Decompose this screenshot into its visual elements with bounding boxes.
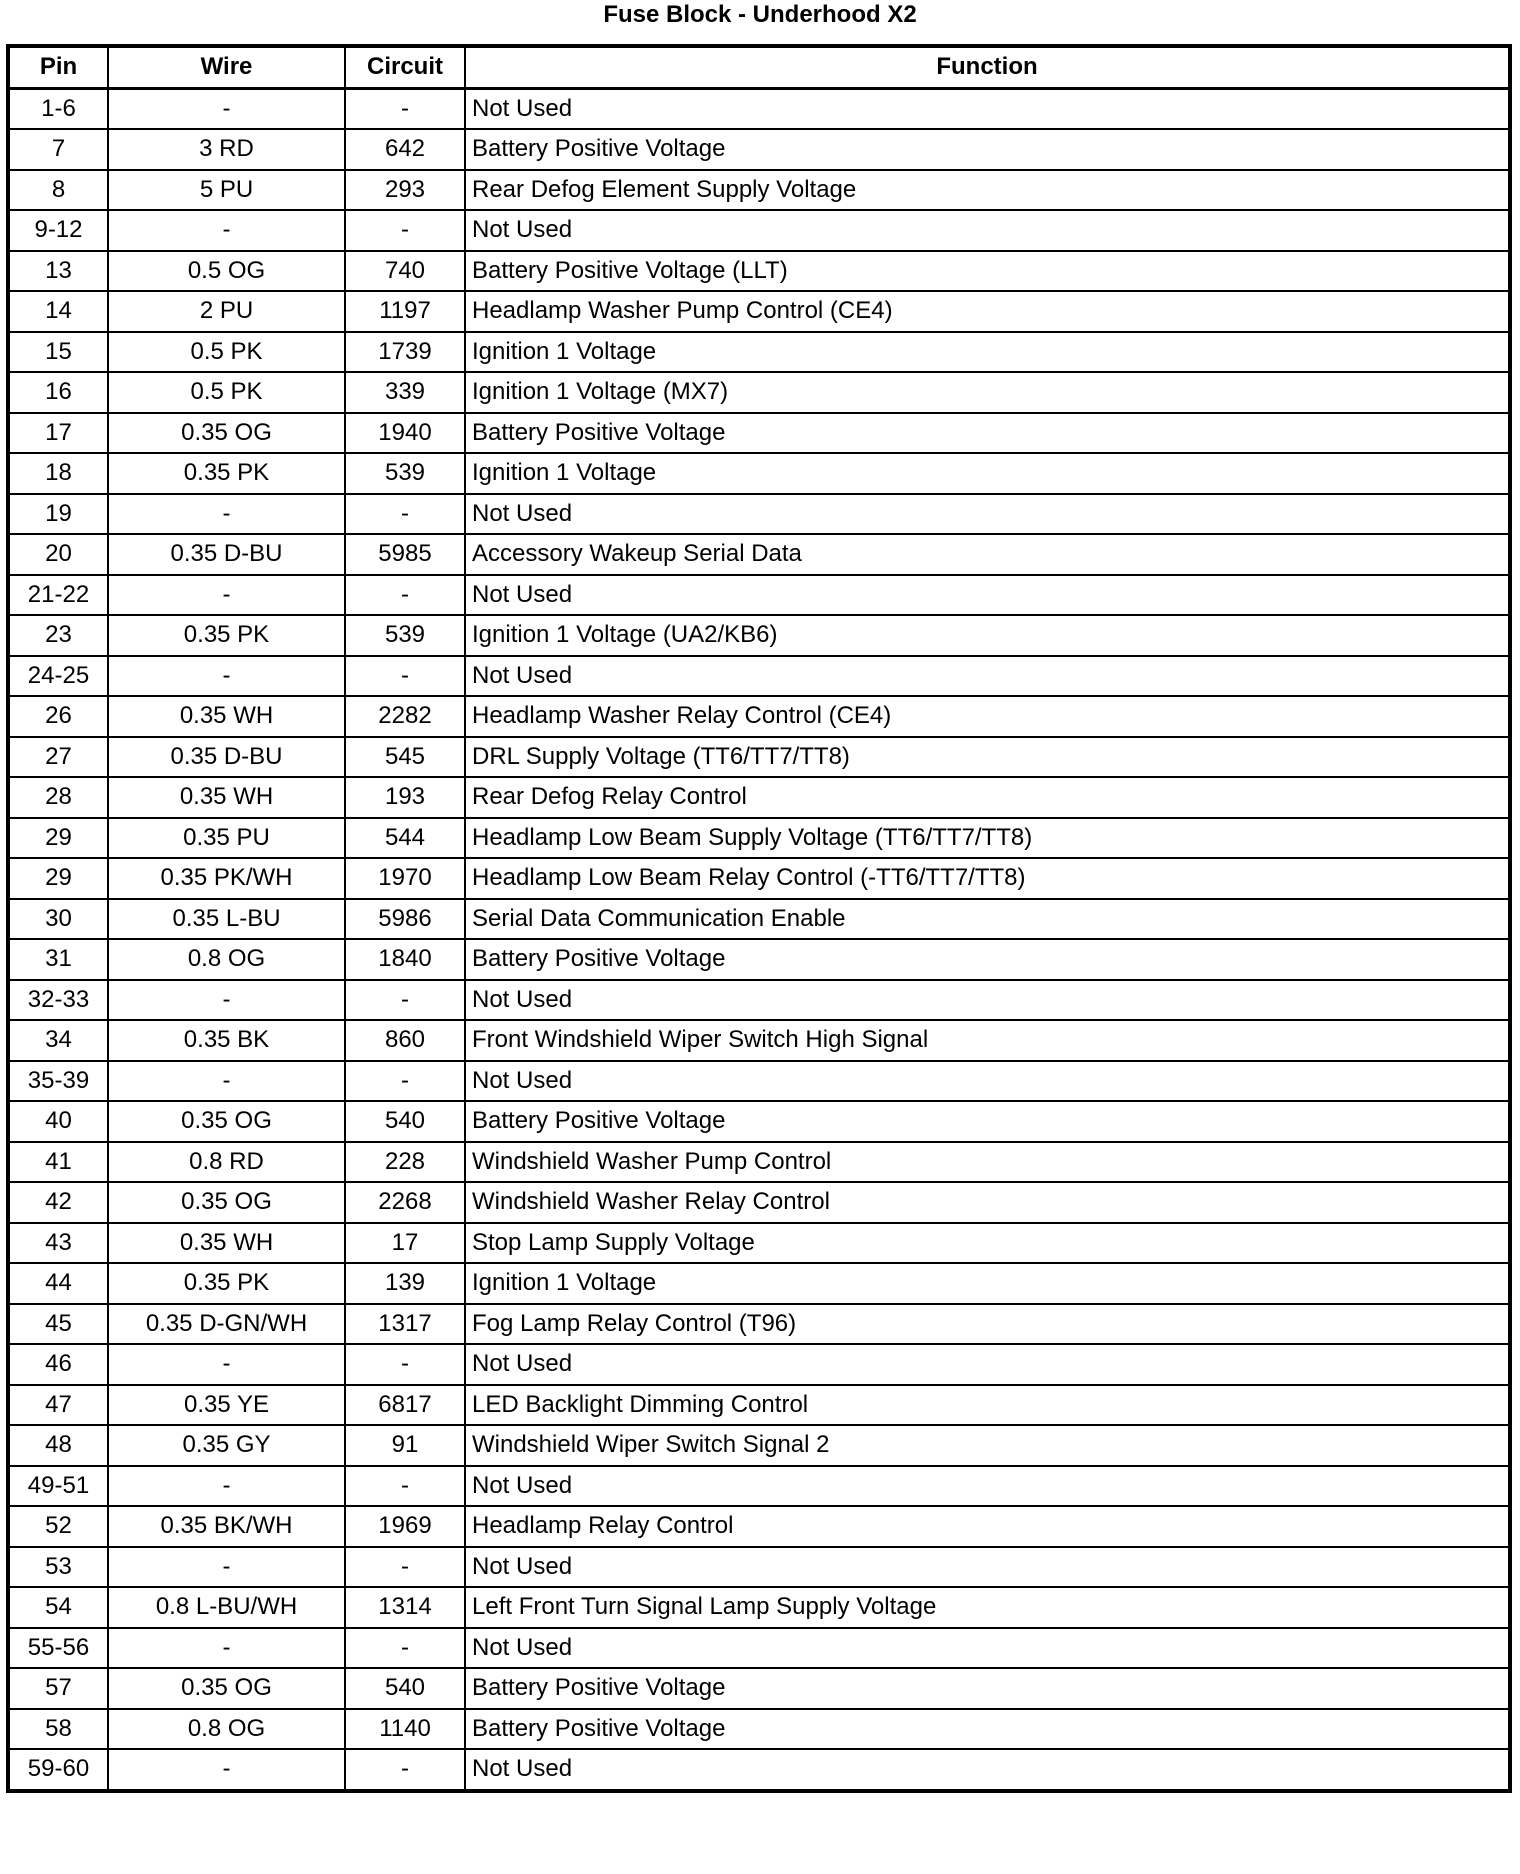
circuit-cell: 540 bbox=[345, 1101, 465, 1142]
circuit-cell: - bbox=[345, 1061, 465, 1102]
table-row bbox=[8, 291, 1510, 332]
circuit-cell: 740 bbox=[345, 251, 465, 292]
function-cell: Headlamp Low Beam Supply Voltage (TT6/TT7/TT8) bbox=[465, 818, 1510, 859]
function-cell: Not Used bbox=[465, 1547, 1510, 1588]
table-row bbox=[8, 1101, 1510, 1142]
table-row bbox=[8, 1385, 1510, 1426]
wire-cell: 0.35 WH bbox=[108, 1223, 345, 1264]
table-row bbox=[8, 737, 1510, 778]
table-row bbox=[8, 372, 1510, 413]
circuit-cell: 1140 bbox=[345, 1709, 465, 1750]
wire-cell: - bbox=[108, 1061, 345, 1102]
function-cell: Headlamp Washer Pump Control (CE4) bbox=[465, 291, 1510, 332]
pin-cell: 18 bbox=[8, 453, 108, 494]
function-cell: Not Used bbox=[465, 1749, 1510, 1791]
circuit-cell: - bbox=[345, 210, 465, 251]
wire-cell: 0.8 L-BU/WH bbox=[108, 1587, 345, 1628]
table-row bbox=[8, 494, 1510, 535]
pin-cell: 49-51 bbox=[8, 1466, 108, 1507]
circuit-cell: 1317 bbox=[345, 1304, 465, 1345]
table-row bbox=[8, 1668, 1510, 1709]
pin-cell: 59-60 bbox=[8, 1749, 108, 1791]
function-cell: Battery Positive Voltage bbox=[465, 413, 1510, 454]
function-cell: Ignition 1 Voltage bbox=[465, 332, 1510, 373]
circuit-cell: 2268 bbox=[345, 1182, 465, 1223]
function-cell: Headlamp Washer Relay Control (CE4) bbox=[465, 696, 1510, 737]
table-row bbox=[8, 899, 1510, 940]
pin-cell: 47 bbox=[8, 1385, 108, 1426]
table-row bbox=[8, 818, 1510, 859]
function-cell: Fog Lamp Relay Control (T96) bbox=[465, 1304, 1510, 1345]
table-row bbox=[8, 534, 1510, 575]
function-cell: Not Used bbox=[465, 980, 1510, 1021]
table-row bbox=[8, 1466, 1510, 1507]
function-cell: Not Used bbox=[465, 575, 1510, 616]
table-row bbox=[8, 1506, 1510, 1547]
table-row bbox=[8, 170, 1510, 211]
pin-cell: 30 bbox=[8, 899, 108, 940]
table-row bbox=[8, 858, 1510, 899]
wire-cell: 0.5 PK bbox=[108, 332, 345, 373]
wire-cell: 0.35 PK/WH bbox=[108, 858, 345, 899]
wire-cell: 0.35 PK bbox=[108, 1263, 345, 1304]
wire-cell: - bbox=[108, 1466, 345, 1507]
table-row bbox=[8, 1425, 1510, 1466]
function-cell: Rear Defog Element Supply Voltage bbox=[465, 170, 1510, 211]
pin-cell: 42 bbox=[8, 1182, 108, 1223]
wire-cell: 3 RD bbox=[108, 129, 345, 170]
pin-cell: 28 bbox=[8, 777, 108, 818]
table-row bbox=[8, 1344, 1510, 1385]
wire-cell: 0.35 PK bbox=[108, 453, 345, 494]
wire-cell: 0.35 WH bbox=[108, 696, 345, 737]
pin-cell: 52 bbox=[8, 1506, 108, 1547]
pin-cell: 57 bbox=[8, 1668, 108, 1709]
table-row bbox=[8, 413, 1510, 454]
pin-cell: 58 bbox=[8, 1709, 108, 1750]
table-row bbox=[8, 939, 1510, 980]
circuit-cell: - bbox=[345, 88, 465, 129]
pin-cell: 17 bbox=[8, 413, 108, 454]
circuit-cell: - bbox=[345, 494, 465, 535]
pin-cell: 44 bbox=[8, 1263, 108, 1304]
wire-cell: 0.35 D-BU bbox=[108, 534, 345, 575]
wire-cell: - bbox=[108, 1344, 345, 1385]
table-row bbox=[8, 210, 1510, 251]
circuit-cell: 1970 bbox=[345, 858, 465, 899]
function-cell: Front Windshield Wiper Switch High Signal bbox=[465, 1020, 1510, 1061]
function-cell: DRL Supply Voltage (TT6/TT7/TT8) bbox=[465, 737, 1510, 778]
wire-cell: 0.35 YE bbox=[108, 1385, 345, 1426]
wire-cell: 0.35 PK bbox=[108, 615, 345, 656]
wire-cell: 0.5 OG bbox=[108, 251, 345, 292]
circuit-cell: - bbox=[345, 980, 465, 1021]
wire-cell: 0.35 D-BU bbox=[108, 737, 345, 778]
table-row bbox=[8, 615, 1510, 656]
circuit-cell: 5986 bbox=[345, 899, 465, 940]
table-row bbox=[8, 1587, 1510, 1628]
function-cell: Battery Positive Voltage bbox=[465, 1101, 1510, 1142]
wire-cell: 0.35 OG bbox=[108, 413, 345, 454]
pin-cell: 55-56 bbox=[8, 1628, 108, 1669]
function-cell: Not Used bbox=[465, 210, 1510, 251]
pin-cell: 19 bbox=[8, 494, 108, 535]
pin-cell: 35-39 bbox=[8, 1061, 108, 1102]
circuit-cell: 545 bbox=[345, 737, 465, 778]
pin-cell: 53 bbox=[8, 1547, 108, 1588]
pin-cell: 24-25 bbox=[8, 656, 108, 697]
pin-cell: 16 bbox=[8, 372, 108, 413]
function-cell: Windshield Washer Pump Control bbox=[465, 1142, 1510, 1183]
wire-cell: 0.8 RD bbox=[108, 1142, 345, 1183]
function-cell: Stop Lamp Supply Voltage bbox=[465, 1223, 1510, 1264]
circuit-cell: 6817 bbox=[345, 1385, 465, 1426]
function-cell: Not Used bbox=[465, 494, 1510, 535]
pin-cell: 32-33 bbox=[8, 980, 108, 1021]
table-header bbox=[8, 46, 1510, 88]
wire-cell: 0.35 PU bbox=[108, 818, 345, 859]
wire-cell: - bbox=[108, 1749, 345, 1791]
pin-cell: 45 bbox=[8, 1304, 108, 1345]
wire-cell: - bbox=[108, 88, 345, 129]
table-body bbox=[8, 88, 1510, 1791]
circuit-cell: - bbox=[345, 1749, 465, 1791]
wire-cell: - bbox=[108, 1547, 345, 1588]
pin-cell: 14 bbox=[8, 291, 108, 332]
pin-table bbox=[6, 44, 1512, 1793]
pin-cell: 21-22 bbox=[8, 575, 108, 616]
table-row bbox=[8, 1709, 1510, 1750]
column-header-circuit: Circuit bbox=[345, 46, 465, 88]
function-cell: Battery Positive Voltage (LLT) bbox=[465, 251, 1510, 292]
function-cell: LED Backlight Dimming Control bbox=[465, 1385, 1510, 1426]
circuit-cell: 642 bbox=[345, 129, 465, 170]
circuit-cell: 1197 bbox=[345, 291, 465, 332]
function-cell: Battery Positive Voltage bbox=[465, 1709, 1510, 1750]
circuit-cell: 1940 bbox=[345, 413, 465, 454]
circuit-cell: - bbox=[345, 1628, 465, 1669]
circuit-cell: 91 bbox=[345, 1425, 465, 1466]
table-row bbox=[8, 575, 1510, 616]
table-row bbox=[8, 1182, 1510, 1223]
pin-cell: 27 bbox=[8, 737, 108, 778]
table-row bbox=[8, 980, 1510, 1021]
circuit-cell: 17 bbox=[345, 1223, 465, 1264]
table-row bbox=[8, 656, 1510, 697]
pin-cell: 9-12 bbox=[8, 210, 108, 251]
wire-cell: 0.35 OG bbox=[108, 1668, 345, 1709]
circuit-cell: 1314 bbox=[345, 1587, 465, 1628]
circuit-cell: - bbox=[345, 1547, 465, 1588]
column-header-function: Function bbox=[465, 46, 1510, 88]
wire-cell: 0.5 PK bbox=[108, 372, 345, 413]
table-row bbox=[8, 1263, 1510, 1304]
function-cell: Windshield Wiper Switch Signal 2 bbox=[465, 1425, 1510, 1466]
function-cell: Ignition 1 Voltage bbox=[465, 453, 1510, 494]
wire-cell: - bbox=[108, 210, 345, 251]
wire-cell: - bbox=[108, 1628, 345, 1669]
function-cell: Battery Positive Voltage bbox=[465, 939, 1510, 980]
circuit-cell: 1969 bbox=[345, 1506, 465, 1547]
table-row bbox=[8, 777, 1510, 818]
circuit-cell: 5985 bbox=[345, 534, 465, 575]
circuit-cell: 139 bbox=[345, 1263, 465, 1304]
circuit-cell: 339 bbox=[345, 372, 465, 413]
function-cell: Rear Defog Relay Control bbox=[465, 777, 1510, 818]
table-row bbox=[8, 453, 1510, 494]
table-row bbox=[8, 1223, 1510, 1264]
function-cell: Windshield Washer Relay Control bbox=[465, 1182, 1510, 1223]
table-row bbox=[8, 1628, 1510, 1669]
function-cell: Left Front Turn Signal Lamp Supply Voltage bbox=[465, 1587, 1510, 1628]
function-cell: Accessory Wakeup Serial Data bbox=[465, 534, 1510, 575]
table-row bbox=[8, 1020, 1510, 1061]
wire-cell: 0.35 BK/WH bbox=[108, 1506, 345, 1547]
circuit-cell: - bbox=[345, 656, 465, 697]
function-cell: Headlamp Low Beam Relay Control (-TT6/TT7/TT8) bbox=[465, 858, 1510, 899]
wire-cell: 0.8 OG bbox=[108, 939, 345, 980]
function-cell: Not Used bbox=[465, 1061, 1510, 1102]
function-cell: Not Used bbox=[465, 88, 1510, 129]
wire-cell: 0.35 GY bbox=[108, 1425, 345, 1466]
header-row bbox=[8, 46, 1510, 88]
circuit-cell: 1840 bbox=[345, 939, 465, 980]
table-row bbox=[8, 88, 1510, 129]
pin-cell: 29 bbox=[8, 858, 108, 899]
circuit-cell: - bbox=[345, 1466, 465, 1507]
pin-cell: 23 bbox=[8, 615, 108, 656]
circuit-cell: 539 bbox=[345, 615, 465, 656]
table-row bbox=[8, 1142, 1510, 1183]
table-row bbox=[8, 696, 1510, 737]
function-cell: Not Used bbox=[465, 1344, 1510, 1385]
function-cell: Not Used bbox=[465, 1466, 1510, 1507]
function-cell: Not Used bbox=[465, 1628, 1510, 1669]
table-row bbox=[8, 1547, 1510, 1588]
wire-cell: 0.35 BK bbox=[108, 1020, 345, 1061]
wire-cell: 5 PU bbox=[108, 170, 345, 211]
pin-cell: 43 bbox=[8, 1223, 108, 1264]
pin-cell: 31 bbox=[8, 939, 108, 980]
circuit-cell: 544 bbox=[345, 818, 465, 859]
wire-cell: 0.8 OG bbox=[108, 1709, 345, 1750]
column-header-pin: Pin bbox=[8, 46, 108, 88]
function-cell: Not Used bbox=[465, 656, 1510, 697]
table-row bbox=[8, 251, 1510, 292]
wire-cell: - bbox=[108, 980, 345, 1021]
pin-cell: 29 bbox=[8, 818, 108, 859]
circuit-cell: - bbox=[345, 1344, 465, 1385]
table-row bbox=[8, 129, 1510, 170]
pin-cell: 13 bbox=[8, 251, 108, 292]
pin-cell: 8 bbox=[8, 170, 108, 211]
function-cell: Serial Data Communication Enable bbox=[465, 899, 1510, 940]
circuit-cell: 1739 bbox=[345, 332, 465, 373]
wire-cell: 0.35 OG bbox=[108, 1101, 345, 1142]
wire-cell: - bbox=[108, 656, 345, 697]
pin-cell: 7 bbox=[8, 129, 108, 170]
table-row bbox=[8, 1061, 1510, 1102]
wire-cell: 0.35 D-GN/WH bbox=[108, 1304, 345, 1345]
pin-cell: 46 bbox=[8, 1344, 108, 1385]
wire-cell: 2 PU bbox=[108, 291, 345, 332]
circuit-cell: 228 bbox=[345, 1142, 465, 1183]
function-cell: Ignition 1 Voltage (MX7) bbox=[465, 372, 1510, 413]
wire-cell: - bbox=[108, 575, 345, 616]
column-header-wire: Wire bbox=[108, 46, 345, 88]
function-cell: Ignition 1 Voltage (UA2/KB6) bbox=[465, 615, 1510, 656]
pin-cell: 34 bbox=[8, 1020, 108, 1061]
pin-cell: 54 bbox=[8, 1587, 108, 1628]
pin-cell: 48 bbox=[8, 1425, 108, 1466]
circuit-cell: 293 bbox=[345, 170, 465, 211]
table-row bbox=[8, 1304, 1510, 1345]
pin-cell: 40 bbox=[8, 1101, 108, 1142]
pin-cell: 26 bbox=[8, 696, 108, 737]
page-title: Fuse Block - Underhood X2 bbox=[603, 1, 917, 28]
circuit-cell: 540 bbox=[345, 1668, 465, 1709]
wire-cell: 0.35 WH bbox=[108, 777, 345, 818]
function-cell: Battery Positive Voltage bbox=[465, 129, 1510, 170]
circuit-cell: 2282 bbox=[345, 696, 465, 737]
circuit-cell: 193 bbox=[345, 777, 465, 818]
function-cell: Battery Positive Voltage bbox=[465, 1668, 1510, 1709]
pin-cell: 20 bbox=[8, 534, 108, 575]
circuit-cell: - bbox=[345, 575, 465, 616]
wire-cell: 0.35 OG bbox=[108, 1182, 345, 1223]
table-row bbox=[8, 1749, 1510, 1791]
circuit-cell: 539 bbox=[345, 453, 465, 494]
wire-cell: 0.35 L-BU bbox=[108, 899, 345, 940]
wire-cell: - bbox=[108, 494, 345, 535]
function-cell: Headlamp Relay Control bbox=[465, 1506, 1510, 1547]
pin-cell: 15 bbox=[8, 332, 108, 373]
circuit-cell: 860 bbox=[345, 1020, 465, 1061]
pin-cell: 1-6 bbox=[8, 88, 108, 129]
function-cell: Ignition 1 Voltage bbox=[465, 1263, 1510, 1304]
pin-cell: 41 bbox=[8, 1142, 108, 1183]
table-row bbox=[8, 332, 1510, 373]
